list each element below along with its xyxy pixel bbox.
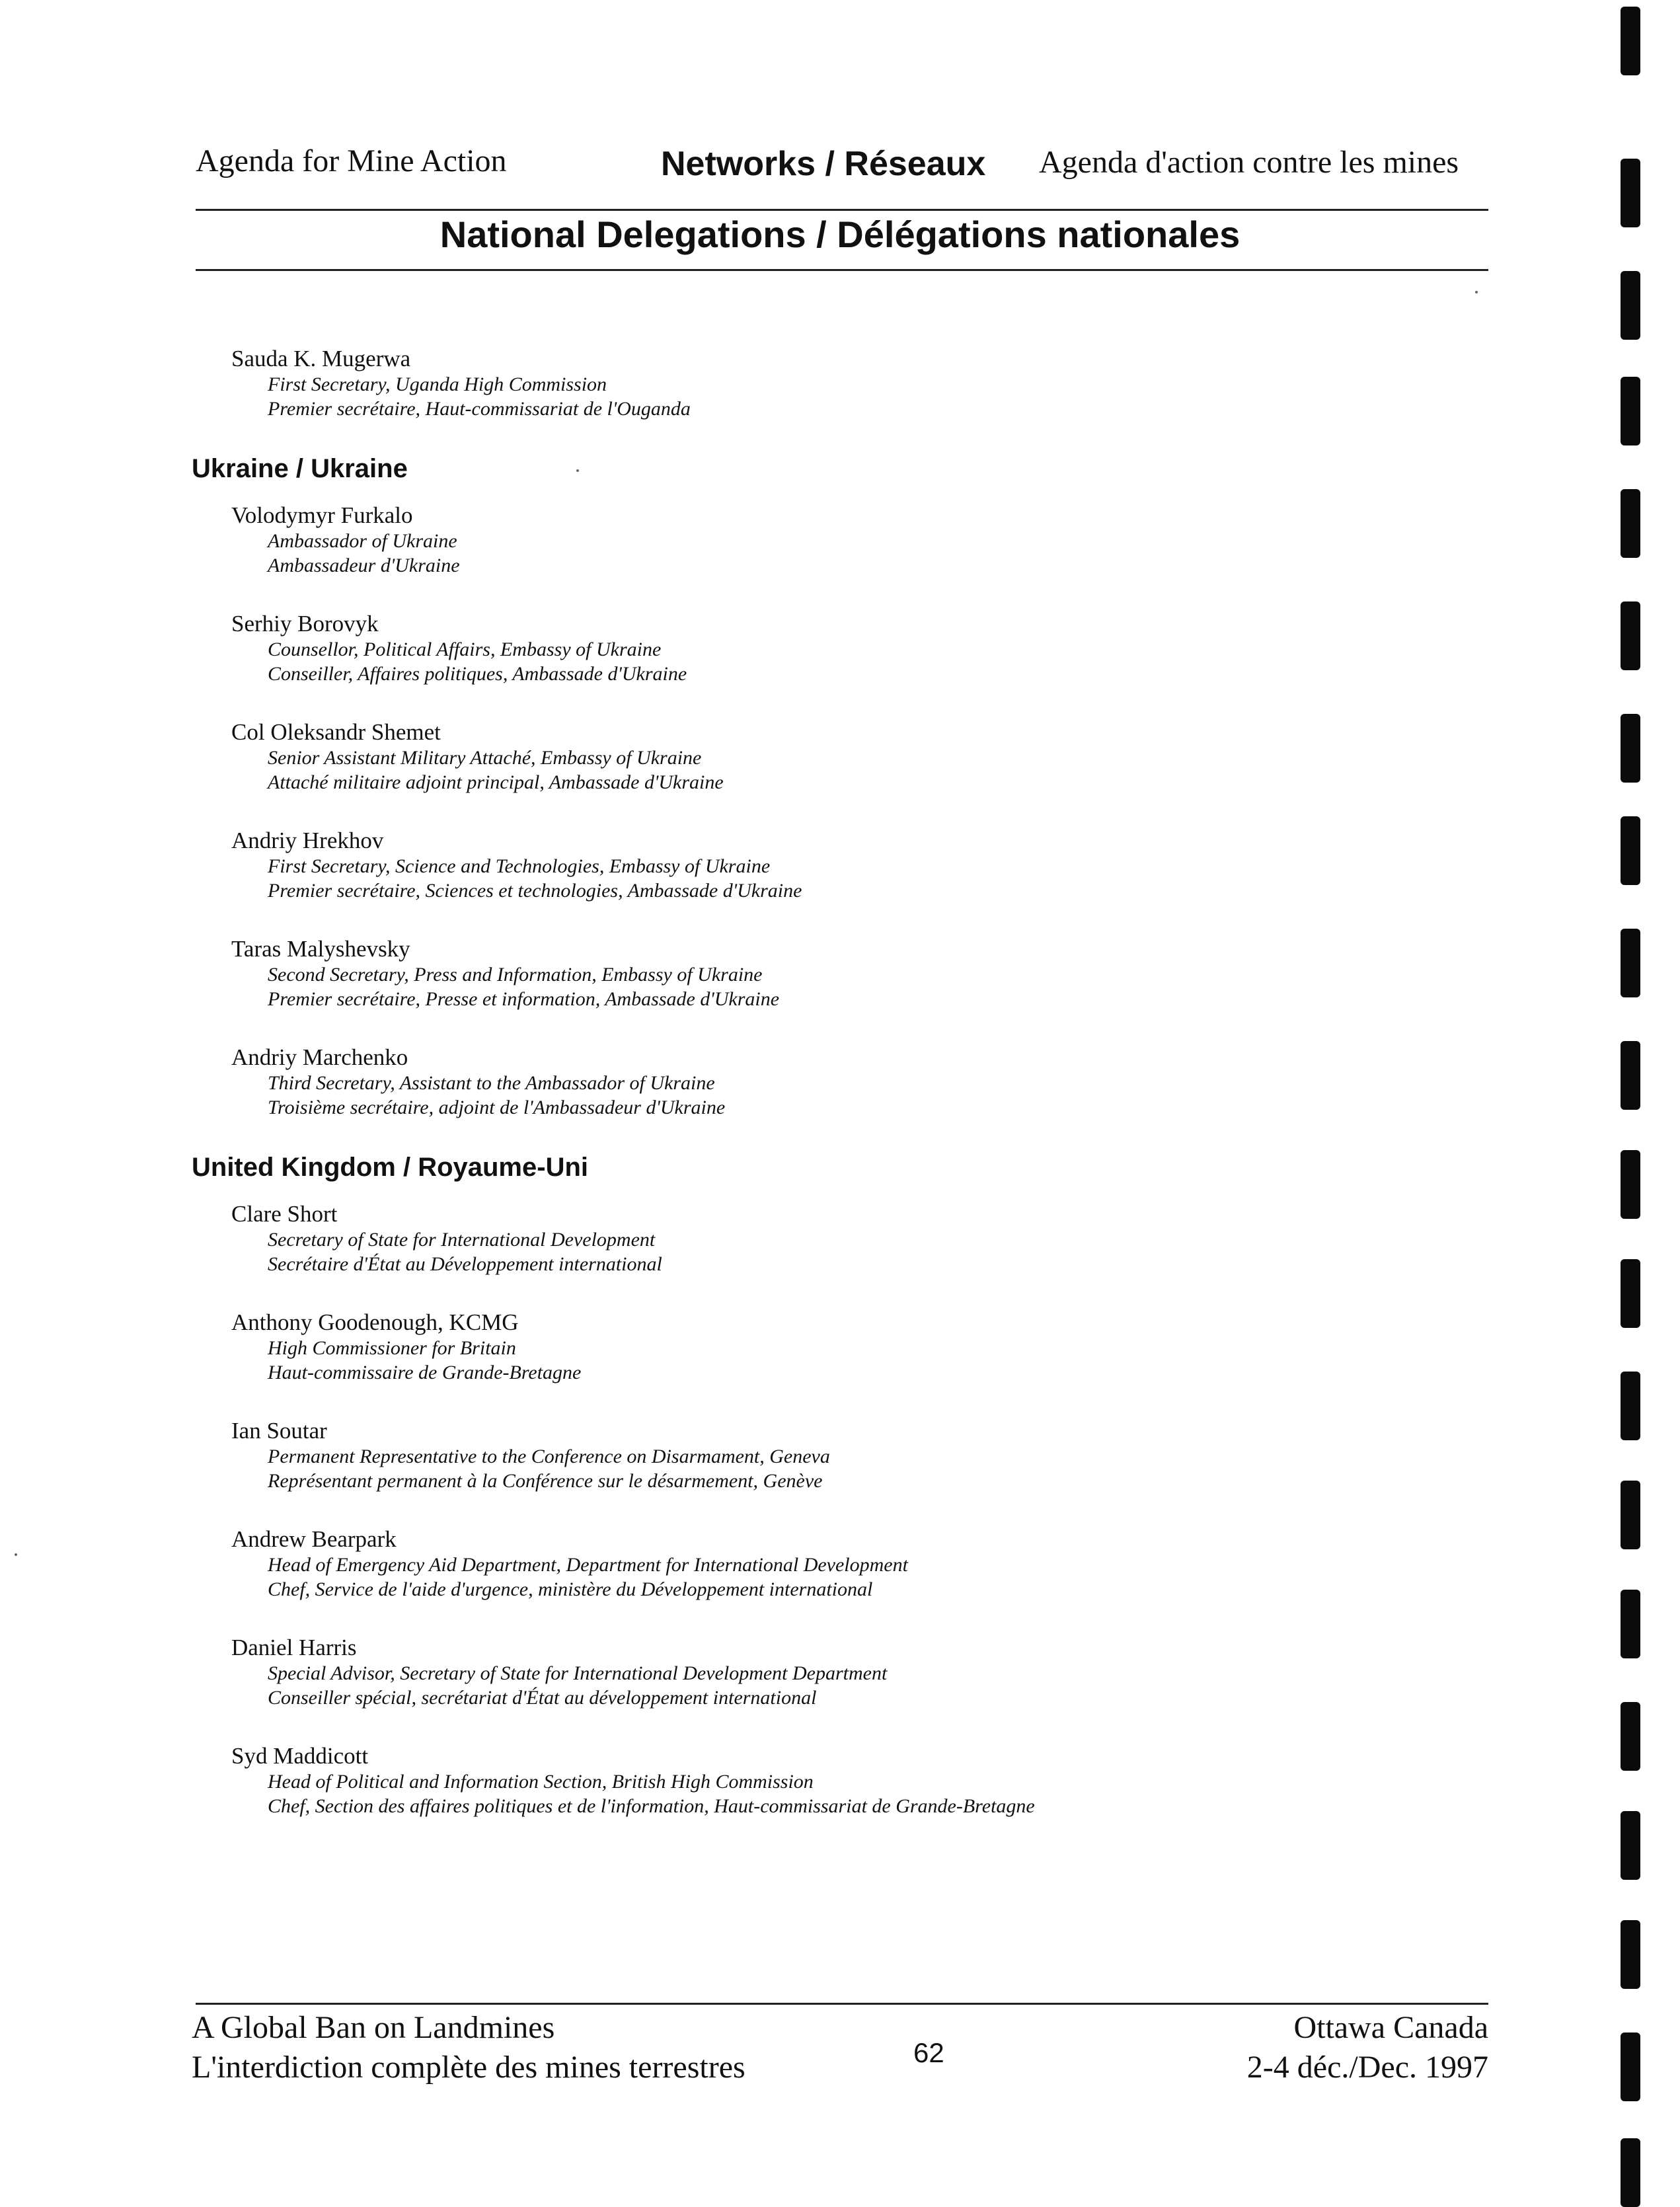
delegate-title-fr: Ambassadeur d'Ukraine (268, 555, 460, 576)
delegate-title-fr: Premier secrétaire, Sciences et technologies, Ambassade d'Ukraine (268, 880, 802, 902)
delegate-title-en: Head of Emergency Aid Department, Department for International Development (268, 1554, 908, 1576)
delegate-title-fr: Premier secrétaire, Presse et information, Ambassade d'Ukraine (268, 988, 780, 1010)
binding-hole (1621, 271, 1640, 340)
binding-hole (1621, 1590, 1640, 1658)
delegate-title-fr: Premier secrétaire, Haut-commissariat de l'Ouganda (268, 398, 691, 420)
delegate-name: Ian Soutar (231, 1418, 327, 1444)
delegate-name: Anthony Goodenough, KCMG (231, 1309, 519, 1335)
binding-hole (1621, 1702, 1640, 1771)
scan-speck (1475, 291, 1478, 293)
delegate-name: Andriy Marchenko (231, 1044, 408, 1070)
country-heading-ukraine: Ukraine / Ukraine (192, 454, 408, 483)
delegate-title-fr: Conseiller, Affaires politiques, Ambassade d'Ukraine (268, 663, 687, 685)
binding-hole (1621, 1811, 1640, 1880)
delegate-name: Col Oleksandr Shemet (231, 719, 441, 745)
footer-event-title-en: A Global Ban on Landmines (192, 2010, 555, 2045)
delegate-name: Daniel Harris (231, 1635, 357, 1660)
delegate-entry (192, 719, 1500, 794)
delegate-title-en: Permanent Representative to the Conference on Disarmament, Geneva (268, 1446, 830, 1467)
scan-speck (576, 469, 579, 472)
binding-hole (1621, 1372, 1640, 1440)
delegate-name: Andriy Hrekhov (231, 828, 384, 853)
binding-hole (1621, 1920, 1640, 1989)
delegate-entry (192, 1044, 1500, 1120)
binding-hole (1621, 7, 1640, 75)
footer-dates: 2-4 déc./Dec. 1997 (1246, 2050, 1488, 2085)
delegate-title-en: Counsellor, Political Affairs, Embassy of Ukraine (268, 639, 662, 660)
footer-rule (196, 2003, 1488, 2005)
delegate-title-en: Special Advisor, Secretary of State for International Development Department (268, 1662, 888, 1684)
delegate-entry (192, 1635, 1500, 1710)
binding-holes (1621, 0, 1647, 2203)
delegate-entry (192, 346, 1500, 421)
delegate-entry (192, 1526, 1500, 1602)
delegate-title-en: First Secretary, Science and Technologies, Embassy of Ukraine (268, 855, 771, 877)
delegate-entry (192, 1418, 1500, 1493)
binding-hole (1621, 377, 1640, 445)
delegate-title-fr: Chef, Service de l'aide d'urgence, ministère du Développement international (268, 1578, 873, 1600)
delegate-title-en: First Secretary, Uganda High Commission (268, 373, 607, 395)
delegate-name: Sauda K. Mugerwa (231, 346, 411, 371)
page-title: National Delegations / Délégations nationales (439, 213, 1241, 255)
delegate-entry (192, 1201, 1500, 1276)
header-section-title: Networks / Réseaux (661, 145, 986, 183)
delegate-title-fr: Haut-commissaire de Grande-Bretagne (268, 1362, 582, 1383)
delegate-name: Serhiy Borovyk (231, 611, 379, 637)
delegate-entry (192, 611, 1500, 686)
delegate-entry (192, 828, 1500, 903)
binding-hole (1621, 159, 1640, 227)
delegate-title-en: Second Secretary, Press and Information, Embassy of Ukraine (268, 964, 763, 986)
delegation-list (192, 346, 1500, 1851)
scan-speck (15, 1553, 17, 1556)
binding-hole (1621, 714, 1640, 783)
delegate-title-fr: Chef, Section des affaires politiques et de l'information, Haut-commissariat de Grande-Bretagne (268, 1795, 1035, 1817)
footer-event-title-fr: L'interdiction complète des mines terrestres (192, 2050, 745, 2085)
delegate-name: Volodymyr Furkalo (231, 502, 413, 528)
country-heading-united-kingdom: United Kingdom / Royaume-Uni (192, 1153, 588, 1182)
delegate-name: Andrew Bearpark (231, 1526, 397, 1552)
footer-location: Ottawa Canada (1293, 2010, 1488, 2045)
header-left-title: Agenda for Mine Action (196, 143, 507, 178)
delegate-title-fr: Secrétaire d'État au Développement international (268, 1253, 662, 1275)
binding-hole (1621, 2033, 1640, 2101)
delegate-entry (192, 1743, 1500, 1818)
delegate-entry (192, 1309, 1500, 1385)
header-right-title: Agenda d'action contre les mines (1039, 145, 1459, 180)
delegate-entry (192, 502, 1500, 578)
delegate-name: Syd Maddicott (231, 1743, 369, 1769)
header-rule-top (196, 209, 1488, 211)
footer-left (192, 2008, 745, 2087)
binding-hole (1621, 1481, 1640, 1549)
binding-hole (1621, 929, 1640, 997)
page-number: 62 (913, 2037, 944, 2068)
delegate-title-fr: Troisième secrétaire, adjoint de l'Ambassadeur d'Ukraine (268, 1097, 726, 1118)
binding-hole (1621, 816, 1640, 885)
binding-hole (1621, 1150, 1640, 1219)
binding-hole (1621, 2138, 1640, 2207)
delegate-title-en: Senior Assistant Military Attaché, Embassy of Ukraine (268, 747, 702, 769)
delegate-name: Clare Short (231, 1201, 338, 1227)
delegate-title-en: Third Secretary, Assistant to the Ambassador of Ukraine (268, 1072, 715, 1094)
delegate-title-en: Head of Political and Information Section, British High Commission (268, 1771, 814, 1793)
binding-hole (1621, 489, 1640, 558)
binding-hole (1621, 601, 1640, 670)
delegate-title-fr: Attaché militaire adjoint principal, Ambassade d'Ukraine (268, 771, 724, 793)
delegate-title-en: High Commissioner for Britain (268, 1337, 516, 1359)
footer-right (1247, 2008, 1488, 2087)
binding-hole (1621, 1041, 1640, 1110)
header-rule-bottom (196, 269, 1488, 271)
delegate-title-fr: Représentant permanent à la Conférence sur le désarmement, Genève (268, 1470, 823, 1492)
delegate-title-en: Ambassador of Ukraine (268, 530, 457, 552)
delegate-title-en: Secretary of State for International Development (268, 1229, 656, 1251)
delegate-entry (192, 936, 1500, 1011)
delegate-title-fr: Conseiller spécial, secrétariat d'État au développement international (268, 1687, 817, 1709)
delegate-name: Taras Malyshevsky (231, 936, 410, 962)
binding-hole (1621, 1259, 1640, 1328)
